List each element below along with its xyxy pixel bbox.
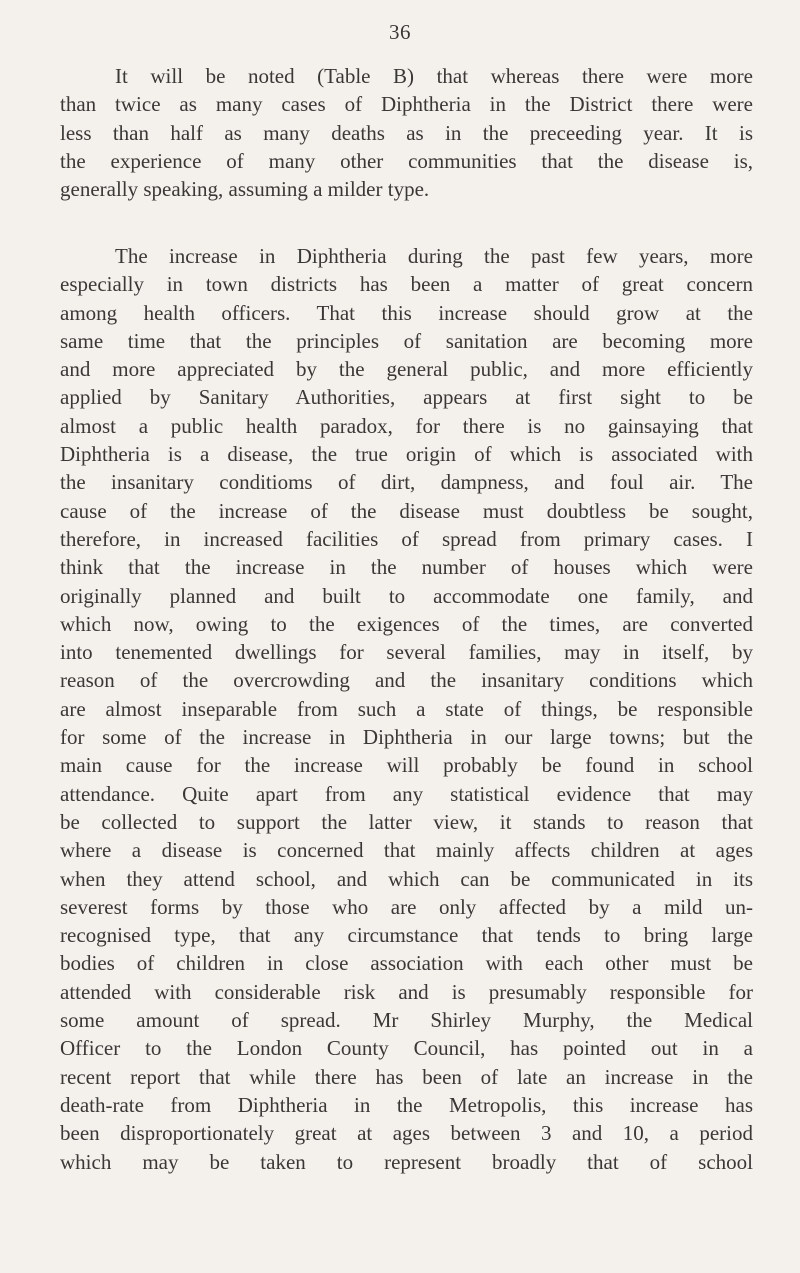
paragraph-line: originally planned and built to accommodate one family, and <box>60 583 753 608</box>
paragraph-line: almost a public health paradox, for there is no gainsaying that <box>60 413 753 438</box>
paragraph-line: Officer to the London County Council, has pointed out in a <box>60 1036 753 1061</box>
paragraph-line: which may be taken to represent broadly that of school <box>60 1149 753 1174</box>
paragraph-line: reason of the overcrowding and the insanitary conditions which <box>60 668 753 693</box>
paragraph-2 <box>60 242 753 1176</box>
paragraph-line: main cause for the increase will probably be found in school <box>60 753 753 778</box>
paragraph-1 <box>60 62 753 203</box>
paragraph-line: death-rate from Diphtheria in the Metropolis, this increase has <box>60 1092 753 1117</box>
paragraph-line: especially in town districts has been a matter of great concern <box>60 272 753 297</box>
paragraph-line: been disproportionately great at ages between 3 and 10, a period <box>60 1121 753 1146</box>
paragraph-line: among health officers. That this increase should grow at the <box>60 300 753 325</box>
paragraph-line: where a disease is concerned that mainly affects children at ages <box>60 838 753 863</box>
paragraph-line: attended with considerable risk and is presumably responsible for <box>60 979 753 1004</box>
paragraph-line: generally speaking, assuming a milder type. <box>60 177 430 202</box>
paragraph-line: some amount of spread. Mr Shirley Murphy, the Medical <box>60 1008 753 1033</box>
paragraph-line: for some of the increase in Diphtheria in our large towns; but the <box>60 725 753 750</box>
paragraph-line: less than half as many deaths as in the preceeding year. It is <box>60 120 753 145</box>
paragraph-line: It will be noted (Table B) that whereas there were more <box>115 64 753 88</box>
paragraph-line: be collected to support the latter view, it stands to reason that <box>60 809 753 834</box>
paragraph-line: attendance. Quite apart from any statistical evidence that may <box>60 781 753 806</box>
paragraph-line: than twice as many cases of Diphtheria in the District there were <box>60 92 753 117</box>
paragraph-line: therefore, in increased facilities of spread from primary cases. I <box>60 526 753 551</box>
paragraph-line: The increase in Diphtheria during the past few years, more <box>115 244 753 268</box>
paragraph-line: are almost inseparable from such a state of things, be responsible <box>60 696 753 721</box>
paragraph-line: severest forms by those who are only affected by a mild un- <box>60 894 753 919</box>
paragraph-line: the experience of many other communities that the disease is, <box>60 148 753 173</box>
paragraph-line: think that the increase in the number of houses which were <box>60 555 753 580</box>
paragraph-line: recent report that while there has been of late an increase in the <box>60 1064 753 1089</box>
paragraph-line: into tenemented dwellings for several families, may in itself, by <box>60 640 753 665</box>
paragraph-line: and more appreciated by the general public, and more efficiently <box>60 357 753 382</box>
paragraph-line: cause of the increase of the disease must doubtless be sought, <box>60 498 753 523</box>
paragraph-line: same time that the principles of sanitation are becoming more <box>60 328 753 353</box>
page-number: 36 <box>389 20 411 44</box>
paragraph-line: which now, owing to the exigences of the times, are converted <box>60 611 753 636</box>
paragraph-line: recognised type, that any circumstance that tends to bring large <box>60 923 753 948</box>
paragraph-line: when they attend school, and which can be communicated in its <box>60 866 753 891</box>
paragraph-line: bodies of children in close association with each other must be <box>60 951 753 976</box>
paragraph-line: Diphtheria is a disease, the true origin of which is associated with <box>60 442 753 467</box>
paragraph-line: applied by Sanitary Authorities, appears at first sight to be <box>60 385 753 410</box>
paragraph-line: the insanitary conditioms of dirt, dampness, and foul air. The <box>60 470 753 495</box>
